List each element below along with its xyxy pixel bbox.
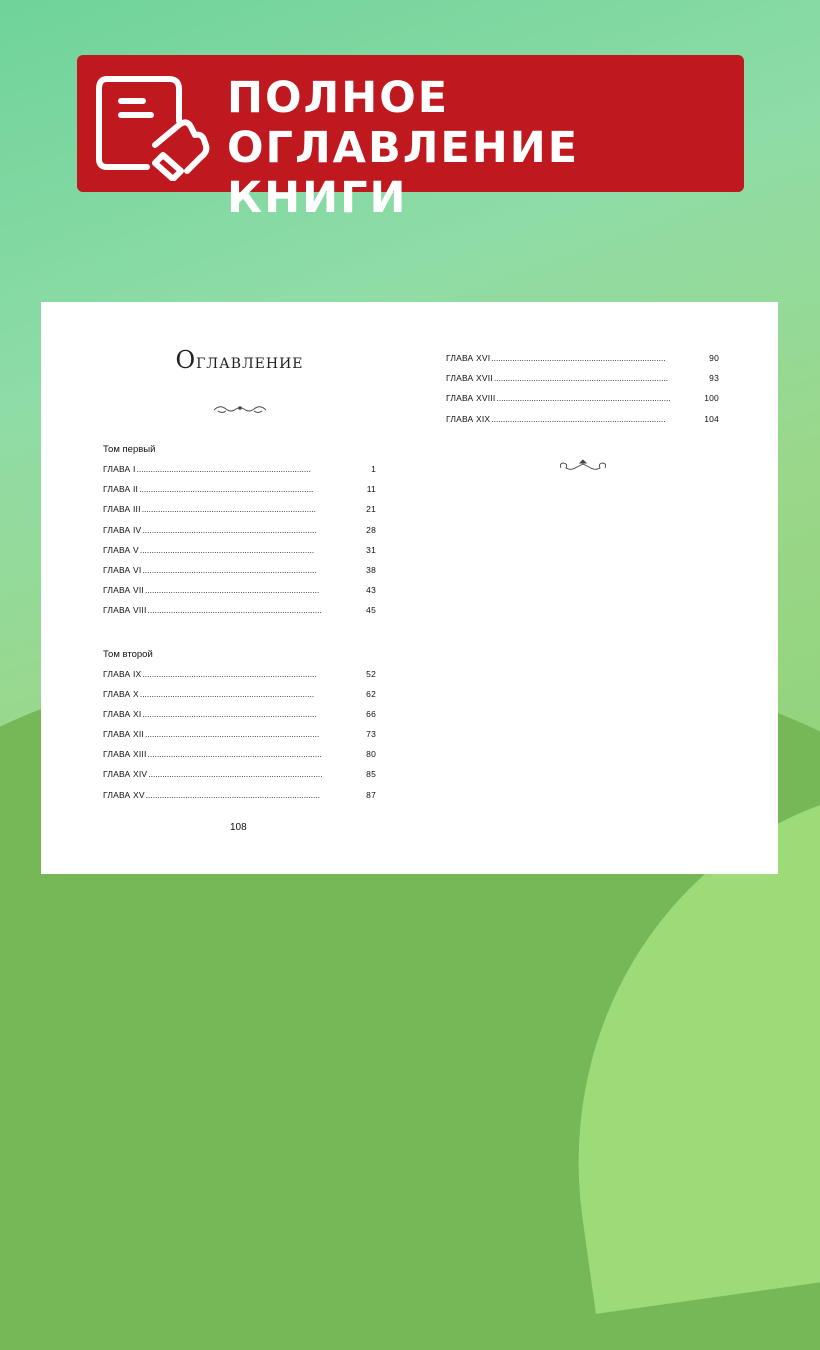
toc-entry (446, 388, 719, 408)
toc-entry-label: ГЛАВА XII (103, 729, 144, 740)
toc-entry (446, 409, 719, 429)
toc-left-page (103, 342, 376, 805)
toc-entry-page: 31 (366, 544, 376, 555)
dot-leader (142, 704, 365, 724)
toc-entry-label: ГЛАВА V (103, 544, 139, 555)
toc-entry (103, 600, 376, 620)
toc-entry-label: ГЛАВА III (103, 504, 141, 515)
toc-entry (103, 684, 376, 704)
toc-entry-page: 43 (366, 585, 376, 596)
toc-entry-page: 100 (704, 393, 719, 404)
toc-entry (103, 724, 376, 744)
toc-entry (446, 368, 719, 388)
toc-entry-label: ГЛАВА VII (103, 585, 144, 596)
dot-leader (142, 560, 365, 580)
banner (77, 55, 744, 223)
dot-leader (137, 459, 371, 479)
toc-entry-page: 93 (709, 373, 719, 384)
toc-entry-page: 85 (366, 769, 376, 780)
toc-entry-page: 66 (366, 708, 376, 719)
toc-entry-label: ГЛАВА IV (103, 524, 142, 535)
dot-leader (148, 600, 366, 620)
toc-entry-label: ГЛАВА XIV (103, 769, 148, 780)
toc-entry-page: 1 (371, 464, 376, 474)
toc-entry (103, 499, 376, 519)
dot-leader (146, 785, 365, 805)
toc-entry-label: ГЛАВА XIX (446, 413, 491, 424)
dot-leader (142, 664, 365, 684)
toc-entry-label: ГЛАВА VI (103, 564, 142, 575)
toc-entry-label: ГЛАВА IX (103, 668, 142, 679)
toc-entry-page: 73 (366, 729, 376, 740)
toc-list-volume-2 (103, 664, 376, 805)
toc-entry-page: 90 (709, 353, 719, 363)
toc-entry (103, 459, 376, 479)
dot-leader (145, 580, 365, 600)
dot-leader (142, 520, 365, 540)
toc-entry (103, 520, 376, 540)
toc-title (103, 346, 376, 374)
volume-label: Том второй (103, 648, 153, 660)
toc-entry (103, 785, 376, 805)
toc-entry (446, 348, 719, 368)
toc-entry (103, 664, 376, 684)
toc-entry-page: 38 (366, 564, 376, 575)
toc-entry-label: ГЛАВА XVI (446, 353, 491, 363)
dot-leader (148, 764, 365, 784)
page-number: 108 (230, 822, 247, 833)
dot-leader (140, 540, 365, 560)
toc-title-rest: главление (196, 349, 304, 373)
toc-entry-label: ГЛАВА XVII (446, 373, 493, 384)
toc-title-initial: О (175, 346, 197, 374)
toc-entry-label: ГЛАВА XV (103, 789, 145, 800)
toc-entry-page: 62 (366, 688, 376, 699)
dot-leader (491, 348, 708, 368)
banner-title-line-1: ПОЛНОЕ (227, 73, 450, 123)
toc-entry-page: 45 (366, 605, 376, 616)
toc-entry-label: ГЛАВА XI (103, 708, 142, 719)
toc-entry (103, 560, 376, 580)
toc-entry-label: ГЛАВА XVIII (446, 393, 496, 404)
toc-entry-label: ГЛАВА VIII (103, 605, 147, 616)
toc-entry (103, 479, 376, 499)
dot-leader (491, 409, 703, 429)
toc-entry-page: 104 (704, 413, 719, 424)
toc-entry (103, 764, 376, 784)
toc-entry-page: 28 (366, 524, 376, 535)
toc-entry-label: ГЛАВА XIII (103, 749, 147, 760)
banner-title (227, 73, 744, 223)
toc-entry (103, 744, 376, 764)
toc-entry-label: ГЛАВА X (103, 688, 139, 699)
dot-leader (148, 744, 366, 764)
banner-title-line-2: ОГЛАВЛЕНИЕ КНИГИ (227, 123, 580, 223)
dot-leader (139, 479, 366, 499)
toc-entry-page: 11 (366, 484, 376, 495)
toc-entry-page: 52 (366, 668, 376, 679)
dot-leader (145, 724, 365, 744)
toc-entry (103, 540, 376, 560)
toc-right-page (446, 348, 719, 473)
ornament-icon (212, 402, 268, 416)
toc-entry-label: ГЛАВА I (103, 464, 136, 474)
toc-entry (103, 580, 376, 600)
toc-entry-label: ГЛАВА II (103, 484, 139, 495)
dot-leader (494, 368, 708, 388)
toc-entry (103, 704, 376, 724)
end-ornament-icon (557, 459, 609, 473)
book-spread (41, 302, 778, 874)
toc-entry-page: 87 (366, 789, 376, 800)
toc-entry-page: 80 (366, 749, 376, 760)
toc-entry-page: 21 (366, 504, 376, 515)
toc-list-volume-1 (103, 459, 376, 621)
dot-leader (140, 684, 365, 704)
volume-label: Том первый (103, 444, 156, 455)
document-hand-icon (95, 71, 213, 181)
dot-leader (496, 388, 703, 408)
dot-leader (142, 499, 365, 519)
